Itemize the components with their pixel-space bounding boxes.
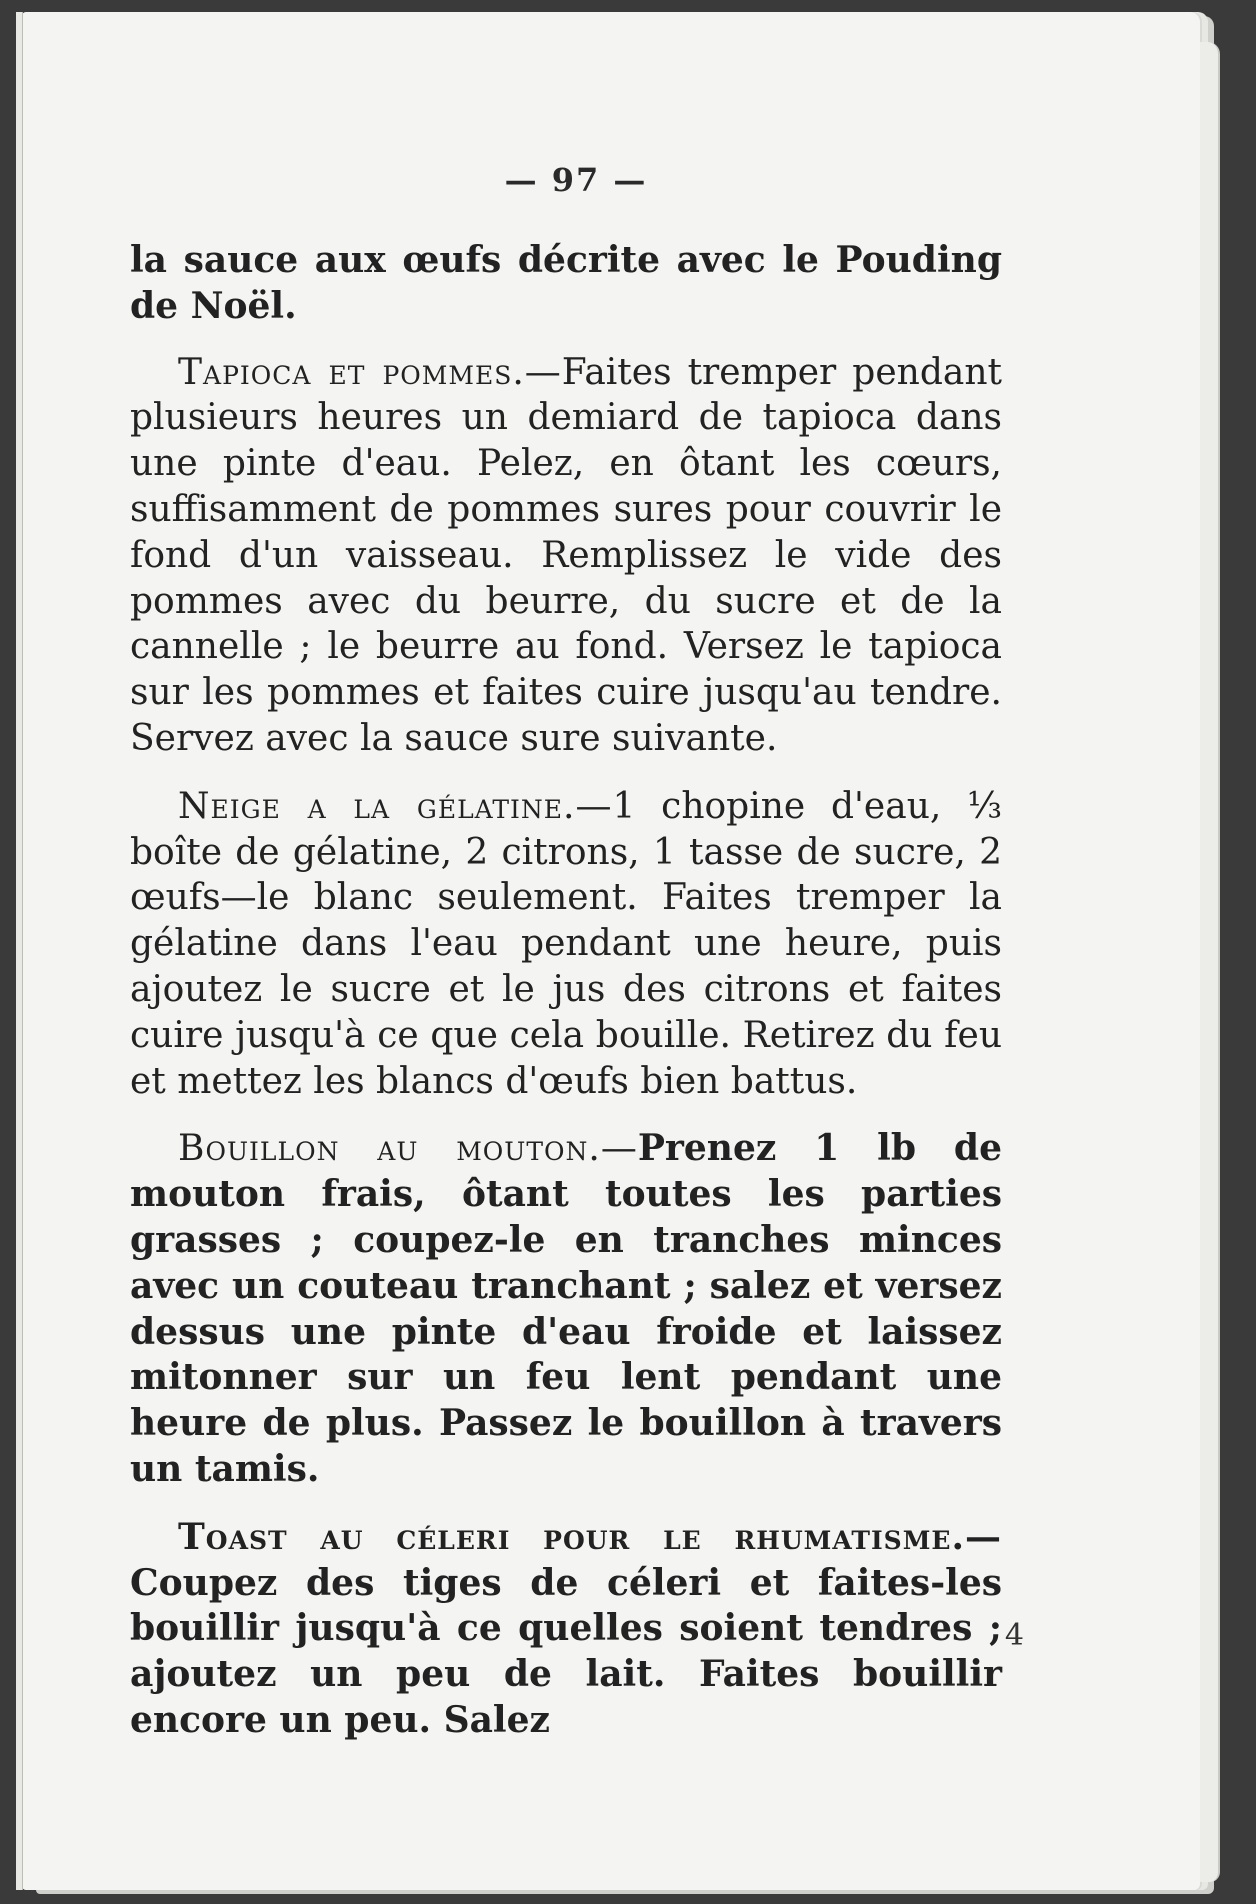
- recipe-body: Faites tremper pendant plusieurs heures un demiard de tapioca dans une pinte d'eau. Pelez, en ôtant les cœurs, suffisamment de pommes sures pour couvrir le fond d'un vaisseau. Remplissez le vide des pommes avec du beurre, du sucre et de la cannelle ; le beurre au fond. Versez le tapioca sur les pommes et faites cuire jusqu'au tendre. Servez avec la sauce sure suivante.: [130, 351, 1002, 759]
- recipe-heading: Tapioca et pommes.—: [178, 351, 562, 393]
- paragraph-continuation: [130, 238, 1002, 330]
- recipe-body: 1 chopine d'eau, ⅓ boîte de gélatine, 2 citrons, 1 tasse de sucre, 2 œufs—le blanc seulement. Faites tremper la gélatine dans l'eau pendant une heure, puis ajoutez le sucre et le jus des citrons et faites cuire jusqu'à ce que cela bouille. Retirez du feu et mettez les blancs d'œufs bien battus.: [130, 785, 1002, 1102]
- recipe-bouillon: [130, 1126, 1002, 1492]
- recipe-tapioca: [130, 350, 1002, 762]
- recipe-toast: [130, 1515, 1002, 1744]
- signature-mark: 4: [1004, 1618, 1024, 1653]
- page-number: — 97 —: [504, 161, 648, 199]
- recipe-heading: Toast au céleri pour le rhumatisme.—: [178, 1515, 1002, 1558]
- paragraph-body: la sauce aux œufs décrite avec le Pouding de Noël.: [130, 239, 1002, 327]
- recipe-heading: Bouillon au mouton.—: [178, 1128, 638, 1170]
- page-text: [130, 160, 1002, 1766]
- recipe-body: Prenez 1 lb de mouton frais, ôtant toutes les parties grasses ; coupez-le en tranches minces avec un couteau tranchant ; salez et versez dessus une pinte d'eau froide et laissez mitonner sur un feu lent pendant une heure de plus. Passez le bouillon à travers un tamis.: [130, 1127, 1002, 1490]
- recipe-body: Coupez des tiges de céleri et faites-les bouillir jusqu'à ce quelles soient tendres ; ajoutez un peu de lait. Faites bouillir encore un peu. Salez: [130, 1561, 1002, 1741]
- recipe-heading: Neige a la gélatine.—: [178, 785, 613, 827]
- recipe-neige: [130, 784, 1002, 1105]
